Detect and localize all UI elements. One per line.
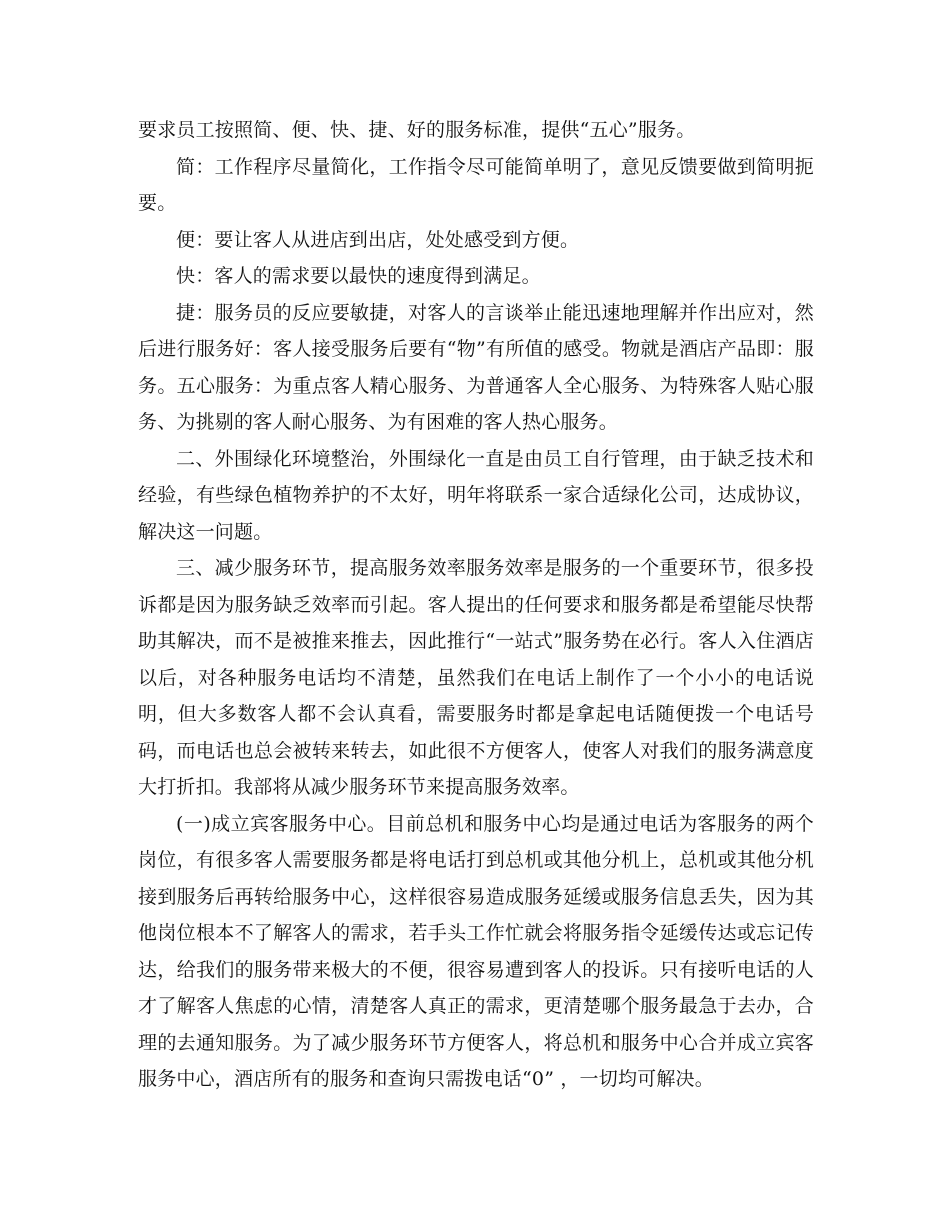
paragraph-jian: 简：工作程序尽量简化，工作指令尽可能简单明了，意见反馈要做到简明扼要。 [138,155,814,214]
paragraph-jie: 捷：服务员的反应要敏捷，对客人的言谈举止能迅速地理解并作出应对，然后进行服务好：客人接受服务后要有“物”有所值的感受。物就是酒店产品即：服务。五心服务：为重点客人精心服务、为普通客人全心服务、为特殊客人贴心服务、为挑剔的客人耐心服务、为有困难的客人热心服务。 [138,301,814,433]
paragraph-subsection-one: (一)成立宾客服务中心。目前总机和服务中心均是通过电话为客服务的两个岗位，有很多客人需要服务都是将电话打到总机或其他分机上，总机或其他分机接到服务后再转给服务中心，这样很容易造成服务延缓或服务信息丢失，因为其他岗位根本不了解客人的需求，若手头工作忙就会将服务指令延缓传达或忘记传达，给我们的服务带来极大的不便，很容易遭到客人的投诉。只有接听电话的人才了解客人焦虑的心情，清楚客人真正的需求，更清楚哪个服务最急于去办，合理的去通知服务。为了减少服务环节方便客人，将总机和服务中心合并成立宾客服务中心，酒店所有的服务和查询只需拨电话“0” ，一切均可解决。 [138,812,814,1090]
paragraph-kuai: 快：客人的需求要以最快的速度得到满足。 [176,265,541,287]
paragraph-bian: 便：要让客人从进店到出店，处处感受到方便。 [176,228,580,251]
paragraph-section-three: 三、减少服务环节，提高服务效率服务效率是服务的一个重要环节，很多投诉都是因为服务缺乏效率而引起。客人提出的任何要求和服务都是希望能尽快帮助其解决，而不是被推来推去，因此推行“一站式”服务势在必行。客人入住酒店以后，对各种服务电话均不清楚，虽然我们在电话上制作了一个小小的电话说明，但大多数客人都不会认真看，需要服务时都是拿起电话随便拨一个电话号码，而电话也总会被转来转去，如此很不方便客人，使客人对我们的服务满意度大打折扣。我部将从减少服务环节来提高服务效率。 [138,557,814,798]
document-body [138,112,814,1098]
paragraph-intro: 要求员工按照简、便、快、捷、好的服务标准，提供“五心”服务。 [138,119,696,141]
paragraph-section-two: 二、外围绿化环境整治，外围绿化一直是由员工自行管理，由于缺乏技术和经验，有些绿色植物养护的不太好，明年将联系一家合适绿化公司，达成协议，解决这一问题。 [138,447,814,543]
